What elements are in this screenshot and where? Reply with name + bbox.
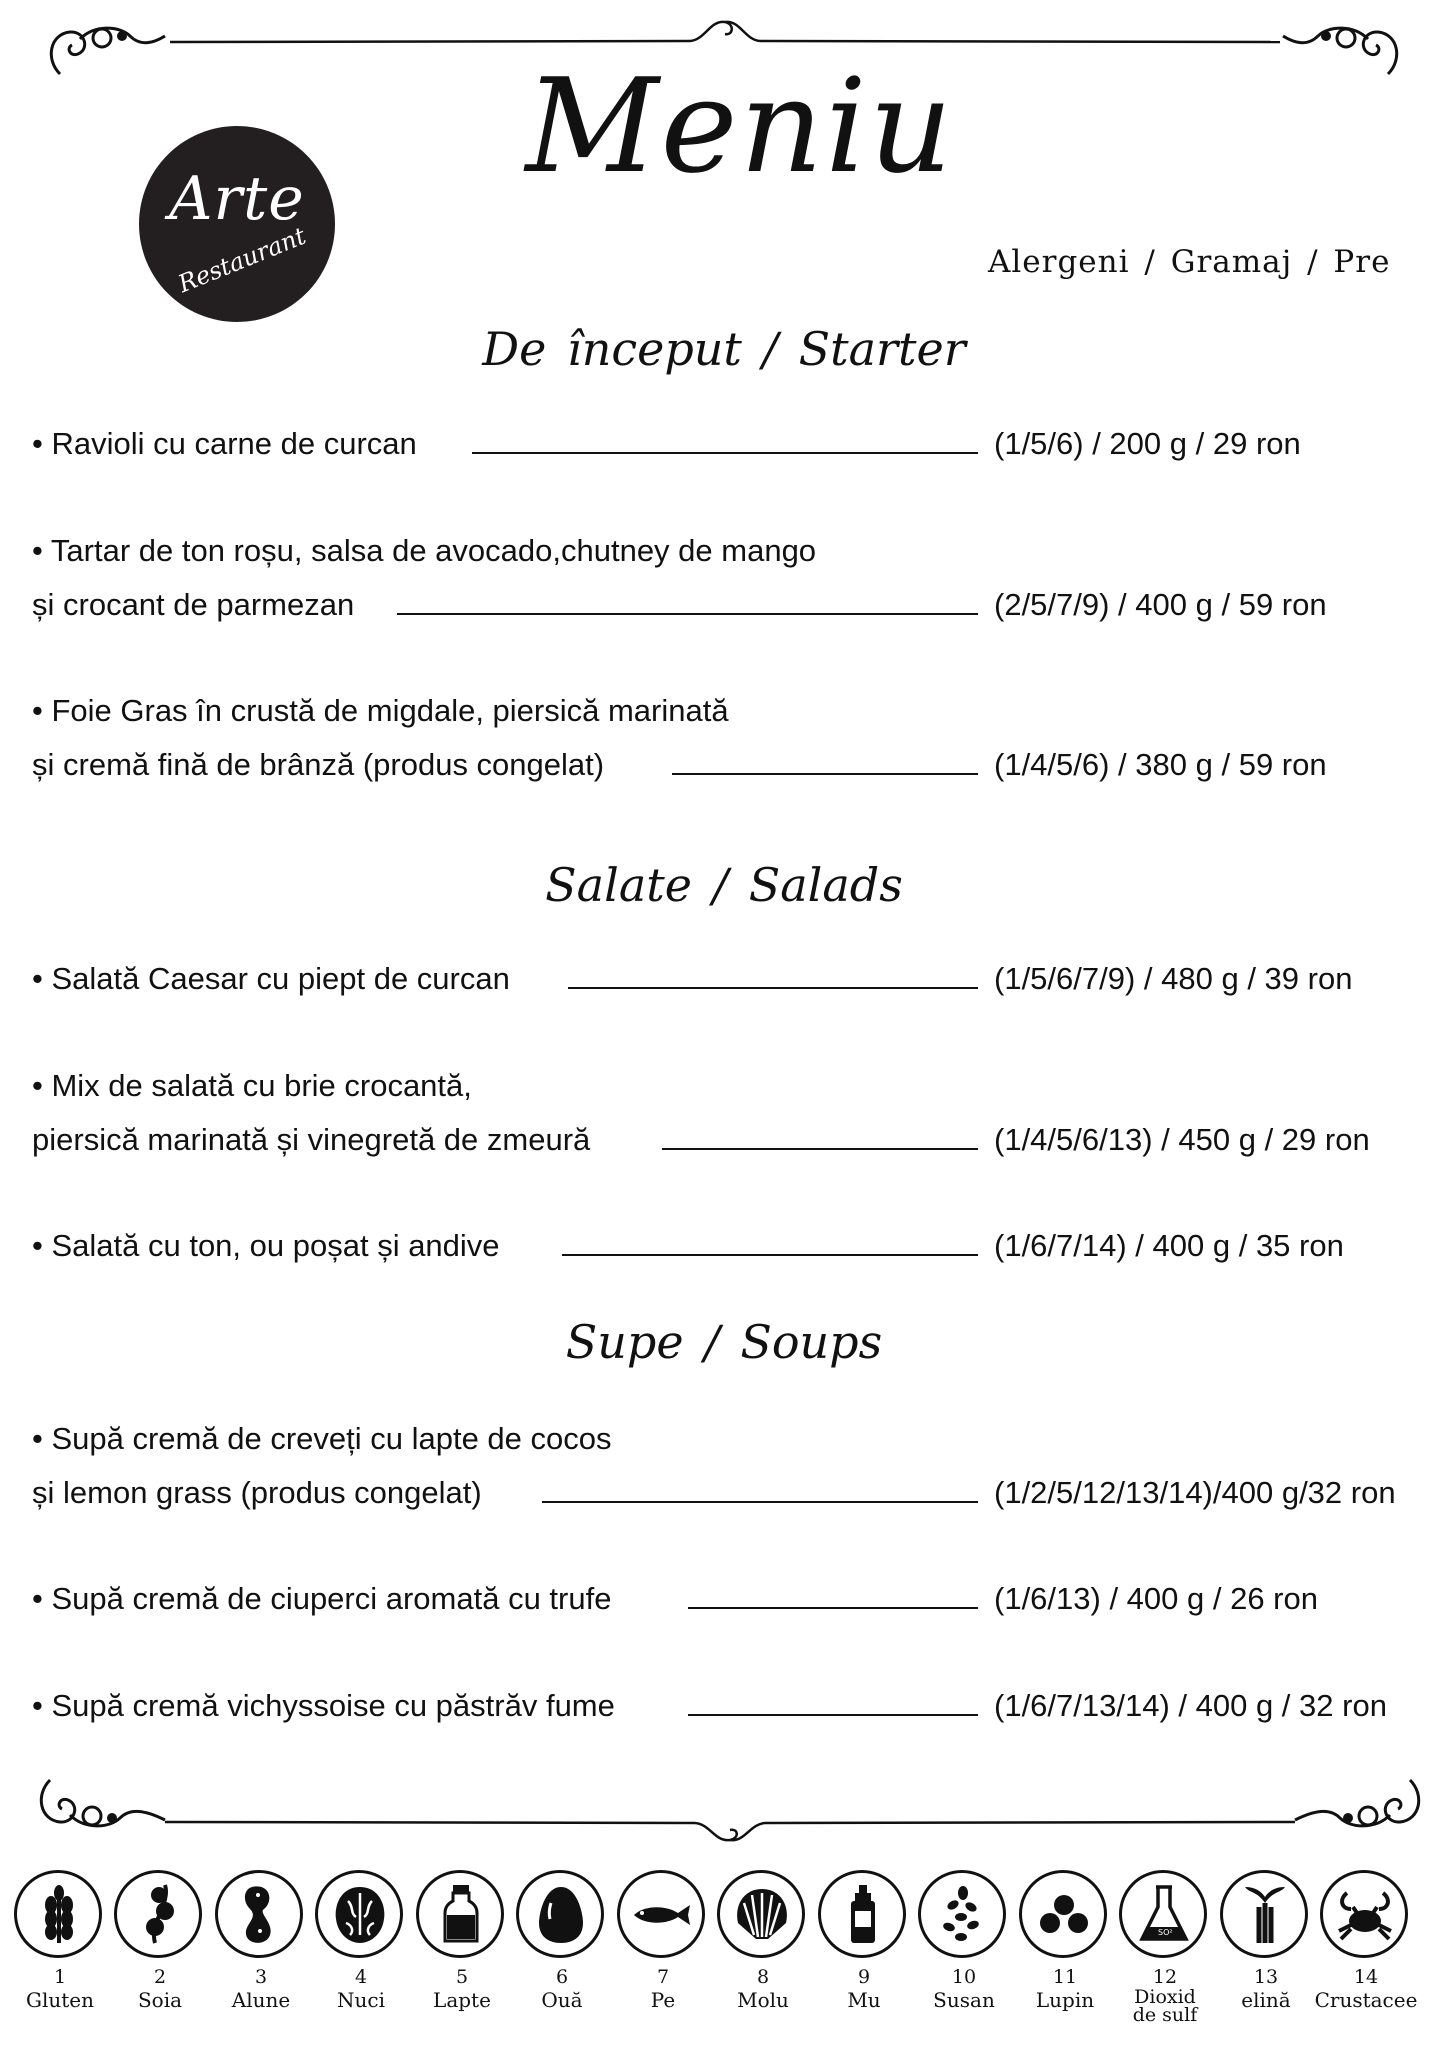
top-right-ornament-icon xyxy=(1278,14,1408,84)
svg-text:SO²: SO² xyxy=(1158,1928,1173,1937)
menu-item-name: • Salată Caesar cu piept de curcan xyxy=(32,961,510,996)
allergen-number: 10 xyxy=(951,1966,977,1988)
menu-item-detail: (1/4/5/6) / 380 g / 59 ron xyxy=(994,747,1327,782)
menu-title: Meniu xyxy=(525,50,955,202)
allergen-number: 12 xyxy=(1152,1966,1178,1988)
allergen-number: 1 xyxy=(53,1966,67,1988)
allergen-number: 6 xyxy=(555,1966,569,1988)
allergen-item xyxy=(1218,1870,1314,2040)
mustard-icon xyxy=(833,1883,893,1945)
leader-line xyxy=(688,1607,978,1609)
menu-item-name: • Mix de salată cu brie crocantă, xyxy=(32,1068,472,1103)
allergen-item xyxy=(816,1870,912,2040)
lupin-icon xyxy=(1034,1883,1094,1945)
flask-icon xyxy=(1134,1883,1194,1945)
menu-item-name: • Supă cremă vichyssoise cu păstrăv fume xyxy=(32,1688,615,1723)
menu-item-detail: (1/5/6) / 200 g / 29 ron xyxy=(994,426,1301,461)
allergen-item xyxy=(213,1870,309,2040)
allergen-number: 4 xyxy=(354,1966,368,1988)
leader-line xyxy=(662,1148,978,1150)
section-title-soups: Supe / Soups xyxy=(565,1315,883,1369)
menu-item-name: • Foie Gras în crustă de migdale, piersică marinată xyxy=(32,693,729,728)
menu-item-name: • Tartar de ton roșu, salsa de avocado,chutney de mango xyxy=(32,533,817,568)
allergen-label: Mu xyxy=(847,1988,881,2012)
allergen-label: Alune xyxy=(231,1988,291,2012)
menu-item-name: • Supă cremă de creveți cu lapte de cocos xyxy=(32,1421,612,1456)
allergen-label: Ouă xyxy=(541,1988,583,2012)
allergen-number: 9 xyxy=(857,1966,871,1988)
allergen-number: 14 xyxy=(1353,1966,1379,1988)
allergen-label: Lupin xyxy=(1035,1988,1095,2012)
leader-line xyxy=(672,773,978,775)
wheat-icon xyxy=(29,1883,89,1945)
allergen-label: Soia xyxy=(137,1988,183,2012)
logo-name: Arte xyxy=(169,164,305,234)
allergen-item xyxy=(1117,1870,1213,2040)
allergen-item xyxy=(12,1870,108,2040)
allergen-label: Nuci xyxy=(337,1988,385,2012)
leader-line xyxy=(472,452,978,454)
bottom-right-ornament-icon xyxy=(1290,1770,1430,1850)
allergen-number: 7 xyxy=(656,1966,670,1988)
logo-subtitle: Restaurant xyxy=(174,221,310,299)
allergen-label: Dioxid de sulf xyxy=(1132,1986,1198,2027)
milk-bottle-icon xyxy=(431,1883,491,1945)
menu-item-detail: (2/5/7/9) / 400 g / 59 ron xyxy=(994,587,1327,622)
peanut-icon xyxy=(230,1883,290,1945)
allergen-item xyxy=(916,1870,1012,2040)
top-left-ornament-icon xyxy=(40,14,170,84)
allergen-label: elină xyxy=(1241,1988,1291,2012)
allergen-label: Molu xyxy=(737,1988,789,2012)
menu-item-detail: (1/6/13) / 400 g / 26 ron xyxy=(994,1581,1318,1616)
menu-item-name-cont: piersică marinată și vinegretă de zmeură xyxy=(32,1122,591,1157)
allergen-number: 3 xyxy=(254,1966,268,1988)
allergen-label: Pe xyxy=(650,1988,676,2012)
allergen-label: Gluten xyxy=(25,1988,94,2012)
allergen-item xyxy=(313,1870,409,2040)
menu-item-detail: (1/2/5/12/13/14)/400 g/32 ron xyxy=(994,1475,1396,1510)
leader-line xyxy=(562,1254,978,1256)
sesame-icon xyxy=(933,1883,993,1945)
menu-item-name: • Ravioli cu carne de curcan xyxy=(32,426,417,461)
bottom-left-ornament-icon xyxy=(30,1770,170,1850)
allergen-item xyxy=(715,1870,811,2040)
allergen-item xyxy=(615,1870,711,2040)
leader-line xyxy=(568,987,978,989)
menu-item-name-cont: și cremă fină de brânză (produs congelat) xyxy=(32,747,605,782)
allergen-label: Crustacee xyxy=(1314,1988,1418,2012)
allergen-item xyxy=(1314,1870,1418,2040)
leader-line xyxy=(542,1501,978,1503)
bottom-divider-ornament-icon xyxy=(165,1800,1295,1850)
allergen-item xyxy=(1017,1870,1113,2040)
leader-line xyxy=(397,613,978,615)
menu-item-detail: (1/4/5/6/13) / 450 g / 29 ron xyxy=(994,1122,1370,1157)
allergen-number: 5 xyxy=(455,1966,469,1988)
menu-item-detail: (1/5/6/7/9) / 480 g / 39 ron xyxy=(994,961,1353,996)
allergen-number: 11 xyxy=(1052,1966,1078,1988)
allergen-label: Lapte xyxy=(433,1988,491,2012)
menu-item-detail: (1/6/7/14) / 400 g / 35 ron xyxy=(994,1228,1344,1263)
crab-icon xyxy=(1335,1883,1395,1945)
top-divider-ornament-icon xyxy=(170,10,1280,50)
menu-item-name-cont: și lemon grass (produs congelat) xyxy=(32,1475,482,1510)
restaurant-logo xyxy=(139,126,335,322)
allergen-number: 13 xyxy=(1253,1966,1279,1988)
allergen-label: Susan xyxy=(933,1988,995,2012)
allergen-item xyxy=(414,1870,510,2040)
allergen-item xyxy=(514,1870,610,2040)
menu-item-name: • Salată cu ton, ou poșat și andive xyxy=(32,1228,500,1263)
section-title-salads: Salate / Salads xyxy=(545,858,903,912)
allergen-number: 2 xyxy=(153,1966,167,1988)
menu-item-name-cont: și crocant de parmezan xyxy=(32,587,355,622)
walnut-icon xyxy=(330,1883,390,1945)
leader-line xyxy=(688,1714,978,1716)
column-headers: Alergeni / Gramaj / Pre xyxy=(988,244,1391,280)
menu-item-detail: (1/6/7/13/14) / 400 g / 32 ron xyxy=(994,1688,1387,1723)
soy-icon xyxy=(129,1883,189,1945)
allergen-number: 8 xyxy=(756,1966,770,1988)
section-title-starter: De început / Starter xyxy=(482,322,966,376)
allergen-item xyxy=(112,1870,208,2040)
menu-item-name: • Supă cremă de ciuperci aromată cu trufe xyxy=(32,1581,612,1616)
fish-icon xyxy=(632,1883,692,1945)
egg-icon xyxy=(531,1883,591,1945)
celery-icon xyxy=(1235,1883,1295,1945)
shell-icon xyxy=(732,1883,792,1945)
